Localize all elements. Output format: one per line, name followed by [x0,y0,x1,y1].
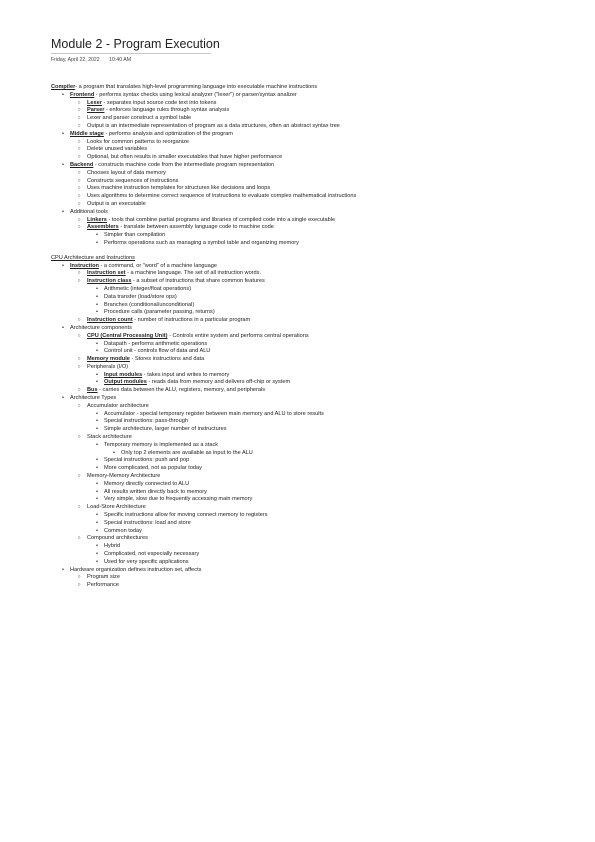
circle-bullet-icon: ○ [77,332,81,339]
item-text: - translate between assembly language code to machine code [118,224,274,231]
item-text: More complicated, not as popular today [104,465,202,472]
item-text: - reads data from memory and delivers off-chip or system [146,379,291,386]
circle-bullet-icon: ○ [77,278,81,285]
outline-item [51,465,371,473]
bullet-icon: • [96,285,98,292]
circle-bullet-icon: ○ [77,363,81,370]
bullet-icon: • [96,488,98,495]
outline-item [51,107,371,115]
outline-item [51,209,371,217]
item-text: Special instructions: push and pop [104,457,190,464]
outline-item [51,489,371,497]
outline-item [51,473,371,481]
outline-item [51,543,371,551]
term-label: Backend [70,161,94,168]
item-text: Branches (conditional/unconditional) [104,301,195,308]
outline-item [51,270,371,278]
circle-bullet-icon: ○ [77,115,81,122]
item-text: - a machine language. The set of all instruction words. [125,270,262,277]
item-text: Memory-Memory Architecture [87,473,161,480]
bullet-icon: • [96,371,98,378]
term-label: Middle stage [70,130,104,137]
item-text: - Stores instructions and data [129,356,205,363]
item-text: Datapath - performs arithmetic operations [104,340,208,347]
circle-bullet-icon: ○ [77,99,81,106]
outline-item [51,123,371,131]
item-text: Load-Store Architecture [87,504,146,511]
circle-bullet-icon: ○ [77,270,81,277]
circle-bullet-icon: ○ [77,107,81,114]
bullet-icon: • [96,418,98,425]
item-text: Uses machine instruction templates for structures like decisions and loops [87,185,271,192]
outline-item [51,387,371,395]
circle-bullet-icon: ○ [77,473,81,480]
outline-item [51,512,371,520]
term-label: Instruction class [87,278,132,285]
term-label: Frontend [70,91,95,98]
item-text: Simple architecture, larger number of instructures [104,426,227,433]
bullet-icon: • [96,496,98,503]
outline-item [51,496,371,504]
outline-item [51,559,371,567]
term-label: Output modules [104,379,147,386]
item-text: Special instructions: pass-through [104,418,188,425]
bullet-icon: • [96,348,98,355]
bullet-icon: • [96,410,98,417]
circle-bullet-icon: ○ [77,356,81,363]
outline-item [51,294,371,302]
item-text: - a command, or "word" of a machine language [98,262,217,269]
outline-item [51,185,371,193]
outline-item [51,582,371,590]
item-text: Constructs sequences of instructions [87,177,179,184]
term-label: Parser [87,107,105,114]
circle-bullet-icon: ○ [77,582,81,589]
item-text: Very simple, slow due to frequently accessing main memory [104,496,253,503]
outline-item [51,504,371,512]
circle-bullet-icon: ○ [77,224,81,231]
term-label: Bus [87,387,98,394]
bullet-icon: • [96,480,98,487]
bullet-icon: • [96,293,98,300]
outline-item [51,434,371,442]
bullet-icon: • [62,395,64,402]
circle-bullet-icon: ○ [77,317,81,324]
outline-item [51,317,371,325]
outline-item [51,528,371,536]
bullet-icon: • [96,543,98,550]
item-text: - constructs machine code from the intermediate program representation [93,161,275,168]
outline-item [51,574,371,582]
outline-item [51,139,371,147]
item-text: Compound architectures [87,535,148,542]
item-text: Program size [87,574,120,581]
outline-item [51,84,371,92]
bullet-icon: • [62,324,64,331]
circle-bullet-icon: ○ [77,574,81,581]
item-text: Temporary memory is implemented as a stack [104,441,219,448]
circle-bullet-icon: ○ [77,146,81,153]
item-text: Data transfer (load/store ops) [104,293,177,300]
outline-item [51,263,371,271]
outline-item [51,201,371,209]
outline-item [51,224,371,232]
circle-bullet-icon: ○ [77,169,81,176]
item-text: - a subset of instructions that share common features [131,278,265,285]
item-text: All results written directly back to memory [104,488,207,495]
outline-item [51,356,371,364]
item-text: Stack architecture [87,434,132,441]
outline-item [51,302,371,310]
page-title: Module 2 - Program Execution [51,37,220,51]
item-text: Accumulator - special temporary register between main memory and ALU to store results [104,410,324,417]
item-text: Architecture components [70,324,132,331]
bullet-icon: • [96,457,98,464]
section-heading: CPU Architecture and Instructions [51,254,135,261]
page-date: Friday, April 22, 2022 [51,57,100,63]
term-label: Instruction set [87,270,126,277]
circle-bullet-icon: ○ [77,200,81,207]
outline-item [51,481,371,489]
outline-item [51,442,371,450]
item-text: - performs syntax checks using lexical analyzer ("lexer") or parser/syntax analizer [94,91,297,98]
item-text: - performs analysis and optimization of the program [103,130,233,137]
item-text: Accumulator architecture [87,402,149,409]
circle-bullet-icon: ○ [77,122,81,129]
outline-item [51,567,371,575]
bullet-icon: • [96,441,98,448]
bullet-icon: • [96,379,98,386]
bullet-icon: • [96,519,98,526]
page-date-time [51,57,139,63]
bullet-icon: • [62,161,64,168]
outline-item [51,170,371,178]
item-text: Looks for common patterns to reorganize [87,138,189,145]
item-text: Specific instructions allow for moving connect memory to registers [104,512,268,519]
item-text: Common today [104,527,142,534]
outline-item [51,131,371,139]
term-label: CPU (Central Processing Unit) [87,332,168,339]
bullet-icon: • [96,301,98,308]
item-text: Control unit - controls flow of data and ALU [104,348,211,355]
term-label: Compiler [51,84,76,90]
outline-item [51,450,371,458]
item-text: Additional tools [70,208,108,215]
circle-bullet-icon: ○ [77,535,81,542]
outline-item [51,325,371,333]
bullet-icon: • [62,91,64,98]
outline-item [51,92,371,100]
outline-item [51,154,371,162]
item-text: Output is an executable [87,200,146,207]
bullet-icon: • [62,262,64,269]
item-text: Delete unused variables [87,146,148,153]
bullet-icon: • [62,566,64,573]
item-text: Special instructions: load and store [104,519,191,526]
item-text: - tools that combine partial programs and libraries of compiled code into a single executable [106,216,336,223]
item-text: Procedure calls (parameter passing, returns) [104,309,215,316]
item-text: Optional, but often results in smaller executables that have higher performance [87,154,283,161]
item-text: - Controls entire system and performs central operations [167,332,309,339]
item-text: Hybrid [104,543,121,550]
outline-item [51,418,371,426]
outline-item [51,333,371,341]
bullet-icon: • [96,551,98,558]
item-text: Architecture Types [70,395,117,402]
outline-item [51,426,371,434]
outline-item [51,115,371,123]
note-body [51,84,371,590]
circle-bullet-icon: ○ [77,402,81,409]
item-text: Arithmetic (integer/float operations) [104,285,192,292]
circle-bullet-icon: ○ [77,185,81,192]
item-text: Output is an intermediate representation of program as a data structures, often an abstract syntax tree [87,122,340,129]
item-text: - separates input source code text into tokens [101,99,217,106]
bullet-icon: • [96,232,98,239]
item-text: Simpler than compilation [104,232,166,239]
outline-item [51,379,371,387]
term-label: Input modules [104,371,143,378]
outline-item [51,364,371,372]
outline-item [51,411,371,419]
term-label: Lexer [87,99,102,106]
outline-item [51,240,371,248]
circle-bullet-icon: ○ [77,387,81,394]
circle-bullet-icon: ○ [77,154,81,161]
item-text: Complicated, not especially necessary [104,551,200,558]
outline-item [51,309,371,317]
outline-item [51,100,371,108]
term-label: Linkers [87,216,107,223]
outline-item [51,146,371,154]
item-text: Lexer and parser construct a symbol table [87,115,192,122]
bullet-icon: • [96,239,98,246]
outline-item [51,395,371,403]
item-text: Performance [87,582,120,589]
item-text: Memory directly connected to ALU [104,480,190,487]
bullet-icon: • [96,527,98,534]
outline-item [51,232,371,240]
circle-bullet-icon: ○ [77,193,81,200]
circle-bullet-icon: ○ [77,138,81,145]
item-text: Uses algorithms to determine correct sequence of instructions to evaluate complex mathematical instructions [87,193,357,200]
term-label: Instruction count [87,317,133,324]
bullet-icon: • [96,465,98,472]
bullet-icon: • [96,512,98,519]
term-label: Assemblers [87,224,119,231]
item-text: Chooses layout of data memory [87,169,166,176]
outline-item [51,286,371,294]
outline-item [51,348,371,356]
page-time: 10:40 AM [109,57,132,63]
item-text: Hardware organization defines instruction set, affects [70,566,202,573]
item-text: - takes input and writes to memory [142,371,230,378]
circle-bullet-icon: ○ [77,177,81,184]
outline-item [51,193,371,201]
outline-item [51,341,371,349]
outline-item [51,535,371,543]
circle-bullet-icon: ○ [77,434,81,441]
term-label: Instruction [70,262,99,269]
bullet-icon: • [62,130,64,137]
item-text: Performs operations such as managing a symbol table and organizing memory [104,239,299,246]
outline-item [51,178,371,186]
item-text: Only top 2 elements are available as input to the ALU [121,449,253,456]
term-label: Memory module [87,356,130,363]
outline-item [51,457,371,465]
bullet-icon: • [96,340,98,347]
outline-item [51,162,371,170]
title-underline [51,53,211,54]
bullet-icon: • [62,208,64,215]
item-text: - enforces language rules through syntax analysis [104,107,230,114]
item-text: - number of instructions in a particular program [132,317,251,324]
bullet-icon: • [113,449,115,456]
item-text: Used for very specific applications [104,558,189,565]
item-text: - a program that translates high-level programming language into executable machine instructions [75,84,318,90]
outline-item [51,278,371,286]
outline-item [51,520,371,528]
bullet-icon: • [96,426,98,433]
outline-item [51,372,371,380]
outline-item [51,403,371,411]
item-text: - carries data between the ALU, registers, memory, and peripherals [97,387,266,394]
bullet-icon: • [96,309,98,316]
outline-item [51,217,371,225]
item-text: Peripherals (I/O) [87,363,129,370]
bullet-icon: • [96,558,98,565]
circle-bullet-icon: ○ [77,216,81,223]
outline-item [51,551,371,559]
circle-bullet-icon: ○ [77,504,81,511]
